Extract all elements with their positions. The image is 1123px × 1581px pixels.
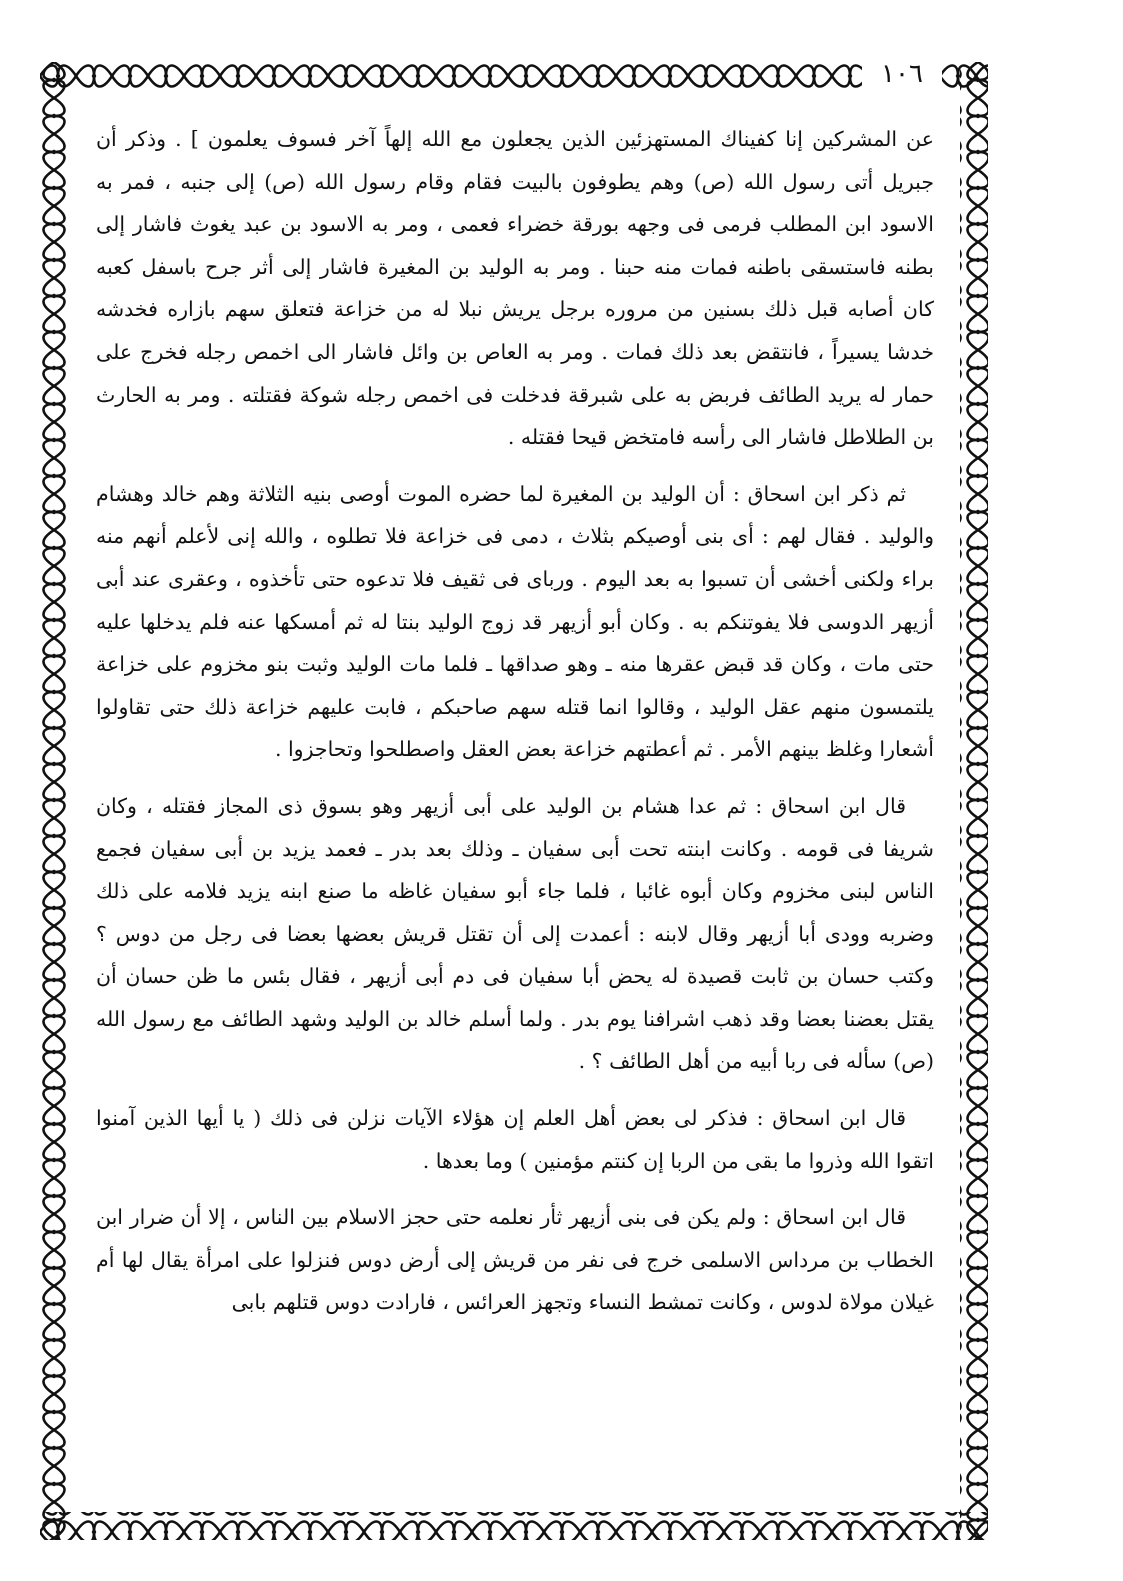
page-number: ١٠٦ [862,58,942,90]
paragraph-5: قال ابن اسحاق : ولم يكن فى بنى أزيهر ثأر نعلمه حتى حجز الاسلام بين الناس ، إلا أن ضرار ابن الخطاب بن مرداس الاسلمى خرج فى نفر من قريش إلى أرض دوس فنزلوا على امرأة يقال لها أم غيلان مولاة لدوس ، وكانت تمشط النساء وتجهز العرائس ، فارادت دوس قتلهم بابى [96,1205,934,1315]
paragraph-4: قال ابن اسحاق : فذكر لى بعض أهل العلم إن هؤلاء الآيات نزلن فى ذلك ( يا أيها الذين آمنوا اتقوا الله وذروا ما بقى من الربا إن كنتم مؤمنين ) وما بعدها . [96,1106,934,1173]
paragraph-1: عن المشركين إنا كفيناك المستهزئين الذين يجعلون مع الله إلهاً آخر فسوف يعلمون ] . وذكر أن جبريل أتى رسول الله (ص) وهم يطوفون بالبيت فقام وقام رسول الله (ص) إلى جنبه ، فمر به الاسود ابن المطلب فرمى فى وجهه بورقة خضراء فعمى ، ومر به الاسود بن عبد يغوث فاشار إلى بطنه فاستسقى باطنه فمات منه حبنا . ومر به الوليد بن المغيرة فاشار إلى أثر جرح باسفل كعبه كان أصابه قبل ذلك بسنين من مروره برجل يريش نبلا له من خزاعة فتعلق سهم بازاره فخدشه خدشا يسيراً ، فانتقض بعد ذلك فمات . ومر به العاص بن وائل فاشار الى اخمص رجله فخرج على حمار له يريد الطائف فربض به على شبرقة فدخلت فى اخمص رجله شوكة فقتلته . ومر به الحارث بن الطلاطل فاشار الى رأسه فامتخض قيحا فقتله . [96,127,934,450]
page-body-text [96,118,934,1508]
paragraph-3: قال ابن اسحاق : ثم عدا هشام بن الوليد على أبى أزيهر وهو بسوق ذى المجاز فقتله ، وكان شريفا فى قومه . وكانت ابنته تحت أبى سفيان ـ وذلك بعد بدر ـ فعمد يزيد بن أبى سفيان فجمع الناس لبنى مخزوم وكان أبوه غائبا ، فلما جاء أبو سفيان غاظه ما صنع ابنه يزيد فلامه على ذلك وضربه وودى أبا أزيهر وقال لابنه : أعمدت إلى أن تقتل قريش بعضها بعضا فى رجل من دوس ؟ وكتب حسان بن ثابت قصيدة له يحض أبا سفيان فى دم أبى أزيهر ، فقال بئس ما ظن حسان أن يقتل بعضنا بعضا وقد ذهب اشرافنا يوم بدر . ولما أسلم خالد بن الوليد وشهد الطائف مع رسول الله (ص) سأله فى ربا أبيه من أهل الطائف ؟ . [96,793,934,1074]
paragraph-2: ثم ذكر ابن اسحاق : أن الوليد بن المغيرة لما حضره الموت أوصى بنيه الثلاثة وهم خالد وهشام والوليد . فقال لهم : أى بنى أوصيكم بثلاث ، دمى فى خزاعة فلا تطلوه ، والله إنى لأعلم أنهم منه براء ولكنى أخشى أن تسبوا به بعد اليوم . وربای فى ثقيف فلا تدعوه حتى تأخذوه ، وعقرى عند أبى أزيهر الدوسى فلا يفوتنكم به . وكان أبو أزيهر قد زوج الوليد بنتا له ثم أمسكها عنه فلم يدخلها عليه حتى مات ، وكان قد قبض عقرها منه ـ وهو صداقها ـ فلما مات الوليد وثبت بنو مخزوم على خزاعة يلتمسون منهم عقل الوليد ، وقالوا انما قتله سهم صاحبكم ، فابت عليهم خزاعة ذلك حتى تقاولوا أشعارا وغلظ بينهم الأمر . ثم أعطتهم خزاعة بعض العقل واصطلحوا وتحاجزوا . [96,481,934,762]
